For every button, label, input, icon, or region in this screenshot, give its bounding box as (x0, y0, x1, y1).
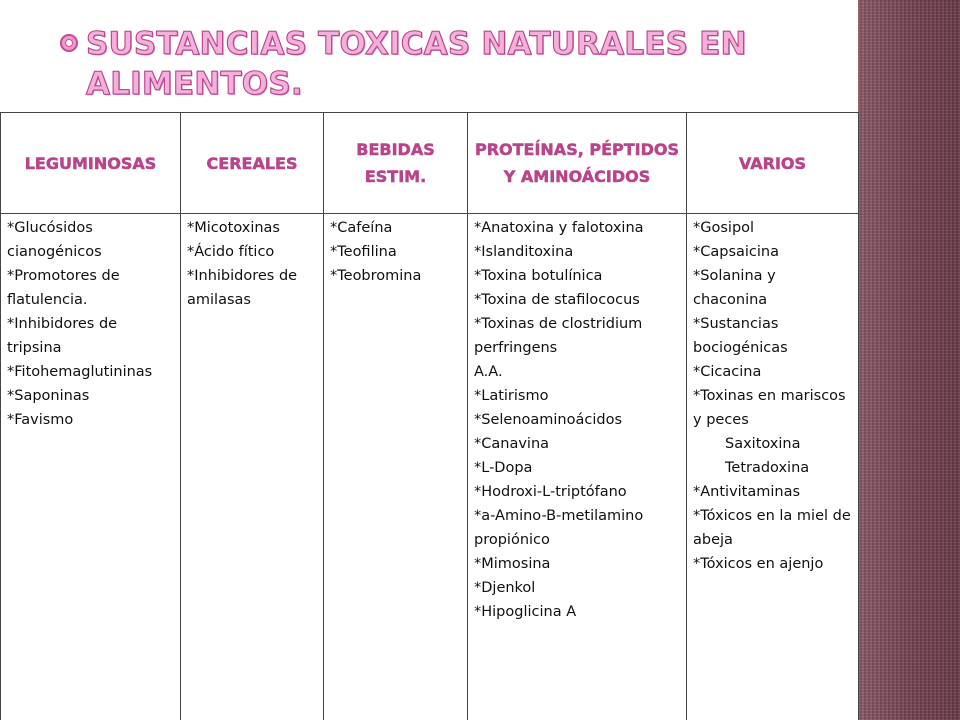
list-item: *a-Amino-B-metilamino propiónico (474, 508, 644, 548)
list-item: *Favismo (7, 412, 74, 428)
list-item: *Tóxicos en ajenjo (693, 556, 824, 572)
list-item: Saxitoxina (725, 436, 801, 452)
list-item: *Solanina y chaconina (693, 268, 776, 308)
list-item: *Teofilina (330, 244, 397, 260)
cell-varios (687, 214, 859, 720)
table-header-row (1, 113, 859, 214)
list-item: *Mimosina (474, 556, 551, 572)
list-item: *Cicacina (693, 364, 762, 380)
toxins-table (0, 112, 859, 720)
list-item: *Toxina de stafilococus (474, 292, 640, 308)
list-item: *Selenoaminoácidos (474, 412, 623, 428)
list-item: *Toxina botulínica (474, 268, 603, 284)
list-item: *Gosipol (693, 220, 755, 236)
list-item: *Inhibidores de tripsina (7, 316, 118, 356)
table-row (1, 214, 859, 720)
list-item: *Anatoxina y falotoxina (474, 220, 644, 236)
list-item: *Fitohemaglutininas (7, 364, 153, 380)
cell-bebidas-estim (324, 214, 468, 720)
list-item: *Capsaicina (693, 244, 780, 260)
list-item: *Saponinas (7, 388, 90, 404)
list-item: *Promotores de flatulencia. (7, 268, 120, 308)
list-item: *Djenkol (474, 580, 536, 596)
list-item: *Sustancias bociogénicas (693, 316, 788, 356)
list-item: *Toxinas de clostridium perfringens (474, 316, 643, 356)
cell-cereales (181, 214, 324, 720)
list-item: *Latirismo (474, 388, 549, 404)
title-area (60, 26, 840, 110)
list-item: *Islanditoxina (474, 244, 574, 260)
list-item: *Tóxicos en la miel de abeja (693, 508, 851, 548)
list-item: *Toxinas en mariscos y peces (693, 388, 846, 428)
decorative-side-band (858, 0, 960, 720)
list-item: Tetradoxina (725, 460, 810, 476)
list-item: *Teobromina (330, 268, 422, 284)
toxins-table-container (0, 112, 858, 720)
list-item: *Micotoxinas (187, 220, 280, 236)
list-item: *L-Dopa (474, 460, 533, 476)
list-item: *Antivitaminas (693, 484, 801, 500)
column-header-varios: VARIOS (687, 113, 859, 214)
list-item: *Glucósidos cianogénicos (7, 220, 102, 260)
list-item: A.A. (474, 364, 503, 380)
slide-title: SUSTANCIAS TOXICAS NATURALES EN ALIMENTOS. (86, 26, 747, 102)
list-item: *Canavina (474, 436, 550, 452)
list-item: *Cafeína (330, 220, 393, 236)
column-header-bebidas-estim: BEBIDAS ESTIM. (324, 113, 468, 214)
cell-leguminosas (1, 214, 181, 720)
column-header-cereales: CEREALES (181, 113, 324, 214)
column-header-proteinas: PROTEÍNAS, PÉPTIDOS Y AMINOÁCIDOS (468, 113, 687, 214)
list-item: *Ácido fítico (187, 244, 275, 260)
bullet-icon (60, 34, 78, 52)
list-item: *Hodroxi-L-triptófano (474, 484, 627, 500)
column-header-leguminosas: LEGUMINOSAS (1, 113, 181, 214)
list-item: *Inhibidores de amilasas (187, 268, 298, 308)
list-item: *Hipoglicina A (474, 604, 577, 620)
cell-proteinas (468, 214, 687, 720)
